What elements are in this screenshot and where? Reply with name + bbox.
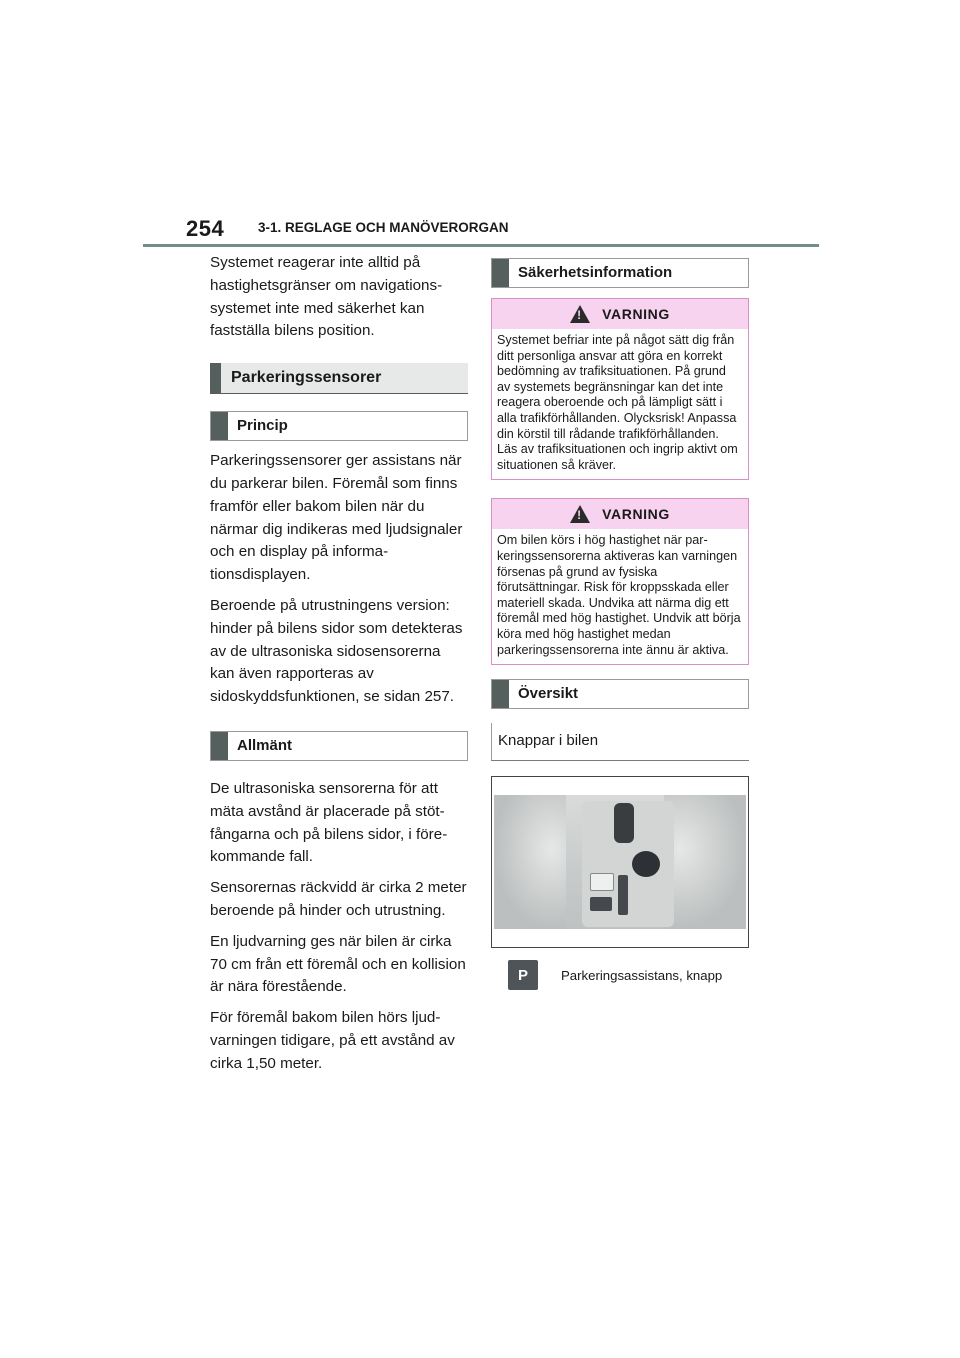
heading-bar: [211, 732, 228, 760]
idrive-controller: [632, 851, 660, 877]
gear-selector: [614, 803, 634, 843]
warning-box-1: [491, 298, 749, 480]
control-buttons: [618, 875, 628, 915]
heading-bar: [492, 259, 509, 287]
center-console-photo: [494, 795, 746, 929]
princip-paragraph-2: Beroende på utrustningens version: hinder på bilens sidor som detekteras av de ultrasoniska sidosensorerna kan även rapporteras av sidoskyddsfunktionen, se sidan 257.: [210, 596, 463, 706]
section-heading-parkeringssensorer: [210, 363, 468, 394]
warning-label: VARNING: [602, 306, 670, 322]
subheading-text: Säkerhetsinformation: [518, 264, 673, 281]
warning-icon: [570, 505, 590, 523]
princip-paragraph-1: Parkeringssensorer ger assistans när du parkerar bilen. Föremål som finns framför eller bakom bilen när du närmar dig indikeras med ljudsignaler och en display på informationsdisplayen.: [210, 452, 463, 584]
warning-label: VARNING: [602, 506, 670, 523]
section-heading-text: Parkeringssensorer: [231, 369, 382, 387]
warning-header: [492, 299, 748, 329]
parking-assist-icon: P: [508, 960, 538, 990]
allmant-paragraph-2: Sensorernas räckvidd är cirka 2 meter beroende på hinder och utrustning.: [210, 879, 467, 919]
allmant-paragraph-4: För föremål bakom bilen hörs ljudvarningen tidigare, på ett avstånd av cirka 1,50 meter.: [210, 1009, 455, 1072]
left-seat: [494, 795, 566, 929]
header-rule: [143, 244, 819, 247]
subheading-oversikt: [491, 679, 749, 709]
subheading-allmant: [210, 731, 468, 761]
allmant-paragraph-1: De ultrasoniska sensorerna för att mäta avstånd är placerade på stötfångarna och på bilens sidor, i förekommande fall.: [210, 779, 448, 866]
icon-caption: Parkeringsassistans, knapp: [561, 967, 723, 983]
allmant-paragraph-3: En ljudvarning ges när bilen är cirka 70 cm från ett föremål och en kollision är nära förestående.: [210, 932, 466, 996]
intro-paragraph: Systemet reagerar inte alltid på hastighetsgränser om navigationssystemet inte med säkerhet kan fastställa bilens position.: [210, 254, 443, 340]
warning-text: Om bilen körs i hög hastighet när parkeringssensorerna aktiveras kan varningen försenas på grund av fysiska förutsättningar. Risk för kroppsskada eller materiell skada. Undvika att närma dig ett föremål med hög hastighet. Undvik att börja köra med hög hastighet medan parkeringssensorerna inte ännu är aktiva.: [497, 533, 741, 657]
subheading-sakerhetsinformation: [491, 258, 749, 288]
subheading-text: Översikt: [518, 685, 579, 703]
left-column: [210, 252, 468, 1084]
icon-legend-row: [491, 960, 749, 990]
buttons-label: Knappar i bilen: [491, 723, 749, 761]
heading-bar: [211, 412, 228, 440]
brake-button: [590, 897, 612, 911]
heading-bar: [492, 680, 509, 708]
warning-header: [492, 499, 748, 529]
right-seat: [664, 795, 746, 929]
warning-text: Systemet befriar inte på något sätt dig från ditt personliga ansvar att göra en korrekt bedömning av trafiksituationen. På grund av systemets begränsningar kan det inte reagera oberoende och på lämpligt sätt i alla trafikförhållanden. Olycksrisk! Anpassa din körstil till rådande trafikförhållanden. Läs av trafiksituationen och ingrip aktivt om situationen så kräver.: [497, 333, 738, 472]
parking-button: [590, 873, 614, 891]
heading-bar: [210, 363, 221, 393]
subheading-text: Allmänt: [237, 736, 293, 754]
chapter-title: 3-1. REGLAGE OCH MANÖVERORGAN: [258, 220, 509, 235]
warning-box-2: [491, 498, 749, 665]
subheading-princip: [210, 411, 468, 441]
console-photo-frame: [491, 776, 749, 948]
center-console: [582, 801, 674, 927]
warning-icon: [570, 305, 590, 323]
page-number: 254: [186, 216, 225, 241]
subheading-text: Princip: [237, 417, 288, 435]
right-column: [491, 258, 749, 990]
